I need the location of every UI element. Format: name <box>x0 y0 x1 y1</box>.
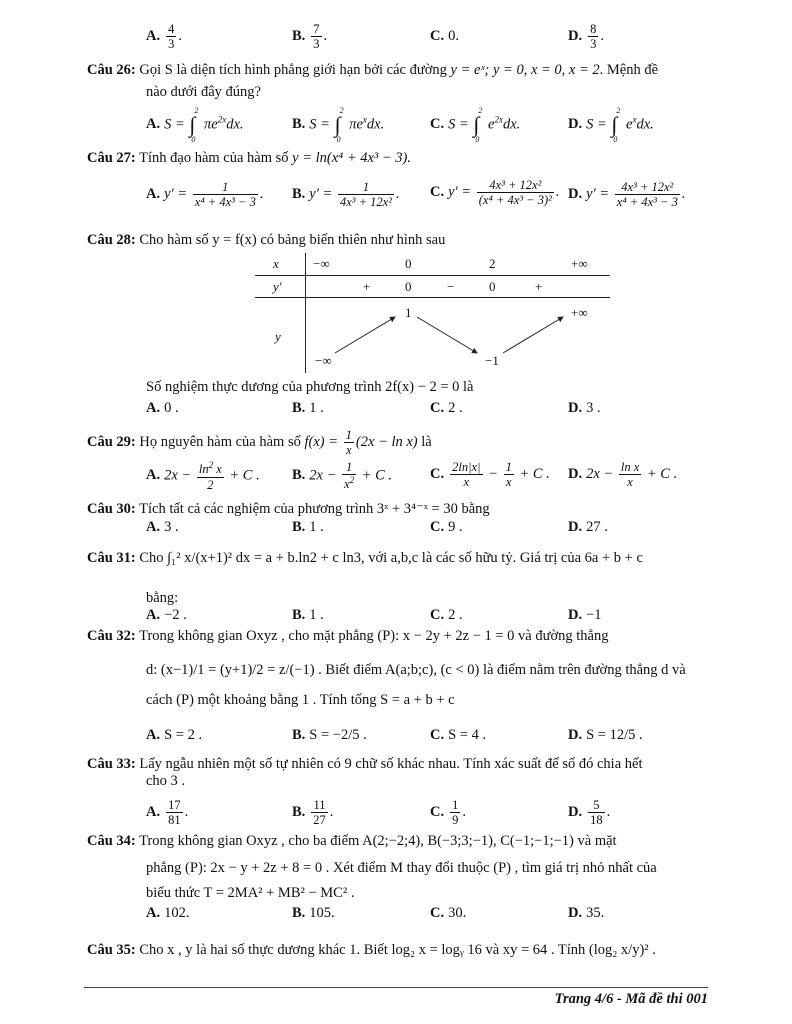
q26-option-b: B. S = 2 ∫ 0 $\pi e^xdx$. <box>292 106 385 144</box>
table-y-label: y <box>275 329 281 344</box>
table-yp-val: 0 <box>405 279 412 294</box>
table-x-val: 2 <box>489 256 496 271</box>
table-y-val: 1 <box>405 305 412 320</box>
q32-option-a: A. S = 2 . <box>146 727 203 743</box>
q27-option-a: A. y′ = $\frac{1}{\text{x⁴ + 4x³ − 3}}$ . <box>146 180 264 210</box>
q31-option-b: B. 1 . <box>292 607 324 623</box>
q25-option-d: D. $\frac{8}{3}$ . <box>568 22 604 52</box>
table-x-val: 0 <box>405 256 412 271</box>
q34-option-c: C. 30. <box>430 905 467 921</box>
q28-option-a: A. 0 . <box>146 400 179 416</box>
q27-stem: Câu 27: Tính đạo hàm của hàm số y = ln(x⁴ + 4x³ − 3). <box>87 150 412 166</box>
q26-option-d: D. S = 2 ∫ 0 $e^xdx$. <box>568 106 654 144</box>
q33-line-1: Câu 33: Lấy ngẫu nhiên một số tự nhiên có 9 chữ số khác nhau. Tính xác suất để số đó chia hết <box>87 756 643 772</box>
q32-option-b: B. S = −2/5 . <box>292 727 367 743</box>
q28-option-c: C. 2 . <box>430 400 463 416</box>
variation-table <box>255 253 610 373</box>
q31-option-c: C. 2 . <box>430 607 463 623</box>
q28-option-b: B. 1 . <box>292 400 324 416</box>
table-x-val: −∞ <box>313 256 330 271</box>
q32-line-3: cách (P) một khoảng bằng 1 . Tính tổng S = a + b + c <box>146 692 455 708</box>
table-yp-val: − <box>447 279 455 294</box>
q33-option-a: A. $\frac{17}{81}$ . <box>146 798 189 828</box>
q32-line-1: Câu 32: Trong không gian Oxyz , cho mặt phẳng (P): x − 2y + 2z − 1 = 0 và đường thẳng <box>87 628 609 644</box>
q26-stem: Câu 26: Gọi S là diện tích hình phẳng giới hạn bởi các đường y = eˣ; y = 0, x = 0, x = 2. Mệnh đề <box>87 62 659 78</box>
table-yp-val: 0 <box>489 279 496 294</box>
q26-option-a: A. S = 2 ∫ 0 $\pi e^{2x}dx$. <box>146 106 244 144</box>
table-y-val: +∞ <box>571 305 588 320</box>
q28-question: Số nghiệm thực dương của phương trình 2f(x) − 2 = 0 là <box>146 379 474 395</box>
table-arrows <box>255 253 610 373</box>
q29-option-a: A. 2x − $\frac{\ln^2 x}{2}$ + C . <box>146 460 260 492</box>
q31-option-a: A. −2 . <box>146 607 187 623</box>
q29-stem: Câu 29: Họ nguyên hàm của hàm số f(x) = $\frac{1}{x}$ (2x − ln x) là <box>87 428 432 458</box>
table-yp-val: + <box>535 279 543 294</box>
q34-option-b: B. 105. <box>292 905 335 921</box>
q25-option-c: C. 0. <box>430 28 459 44</box>
q27-option-d: D. y′ = $\frac{\text{4x³ + 12x²}}{\text{x⁴ + 4x³ − 3}}$ . <box>568 180 686 210</box>
q32-option-c: C. S = 4 . <box>430 727 487 743</box>
q28-option-d: D. 3 . <box>568 400 601 416</box>
page-footer: Trang 4/6 - Mã đề thi 001 <box>554 991 708 1007</box>
q34-option-a: A. 102. <box>146 905 190 921</box>
q32-option-d: D. S = 12/5 . <box>568 727 643 743</box>
table-y-val: −∞ <box>315 353 332 368</box>
q27-option-b: B. y′ = $\frac{1}{\text{4x³ + 12x²}}$ . <box>292 180 400 210</box>
q30-option-a: A. 3 . <box>146 519 179 535</box>
q30-option-d: D. 27 . <box>568 519 608 535</box>
q33-option-c: C. $\frac{1}{9}$ . <box>430 798 466 828</box>
q29-option-d: D. 2x − $\frac{\text{ln x}}{x}$ + C . <box>568 460 678 490</box>
footer-divider <box>84 987 708 988</box>
q29-option-c: C. $\frac{2\ln|x|}{x}$ − $\frac{1}{x}$ + C . <box>430 460 550 490</box>
q31-stem-2: bằng: <box>146 590 179 606</box>
q28-stem: Câu 28: Cho hàm số y = f(x) có bảng biến thiên như hình sau <box>87 232 446 248</box>
table-yp-val: + <box>363 279 371 294</box>
q26-option-c: C. S = 2 ∫ 0 $e^{2x}dx$. <box>430 106 521 144</box>
q34-line-1: Câu 34: Trong không gian Oxyz , cho ba điểm A(2;−2;4), B(−3;3;−1), C(−1;−1;−1) và mặt <box>87 833 617 849</box>
q34-line-3: biểu thức T = 2MA² + MB² − MC² . <box>146 885 355 901</box>
q27-option-c: C. y′ = $\frac{\text{4x³ + 12x²}}{\text{(x⁴ + 4x³ − 3)²}}$ . <box>430 178 560 208</box>
q26-stem-2: nào dưới đây đúng? <box>146 84 261 100</box>
table-x-label: x <box>273 256 279 271</box>
q30-option-b: B. 1 . <box>292 519 324 535</box>
table-x-val: +∞ <box>571 256 588 271</box>
q33-option-d: D. $\frac{5}{18}$ . <box>568 798 611 828</box>
q25-option-b: B. $\frac{7}{3}$ . <box>292 22 328 52</box>
q30-stem: Câu 30: Tích tất cả các nghiệm của phương trình 3ˣ + 3⁴⁻ˣ = 30 bằng <box>87 501 490 517</box>
q30-option-c: C. 9 . <box>430 519 463 535</box>
q32-line-2: d: (x−1)/1 = (y+1)/2 = z/(−1) . Biết điểm A(a;b;c), (c < 0) là điểm nằm trên đường thẳng d và <box>146 662 686 678</box>
table-y-val: −1 <box>485 353 499 368</box>
q35-stem: Câu 35: Cho x , y là hai số thực dương khác 1. Biết log₂ x = logᵧ 16 và xy = 64 . Tính (log₂ x/y)² . <box>87 942 656 958</box>
q31-stem: Câu 31: Cho ∫₁² x/(x+1)² dx = a + b.ln2 + c ln3, với a,b,c là các số hữu tỷ. Giá trị của 6a + b + c <box>87 550 643 566</box>
q31-option-d: D. −1 <box>568 607 602 623</box>
q33-option-b: B. $\frac{11}{27}$ . <box>292 798 334 828</box>
table-yp-label: y′ <box>273 279 282 294</box>
q29-option-b: B. 2x − $\frac{1}{x^2}$ + C . <box>292 460 393 492</box>
q34-line-2: phẳng (P): 2x − y + 2z + 8 = 0 . Xét điểm M thay đổi thuộc (P) , tìm giá trị nhỏ nhất của <box>146 860 657 876</box>
q33-line-2: cho 3 . <box>146 773 186 789</box>
q34-option-d: D. 35. <box>568 905 605 921</box>
q25-option-a: A. $\frac{4}{3}$ . <box>146 22 182 52</box>
